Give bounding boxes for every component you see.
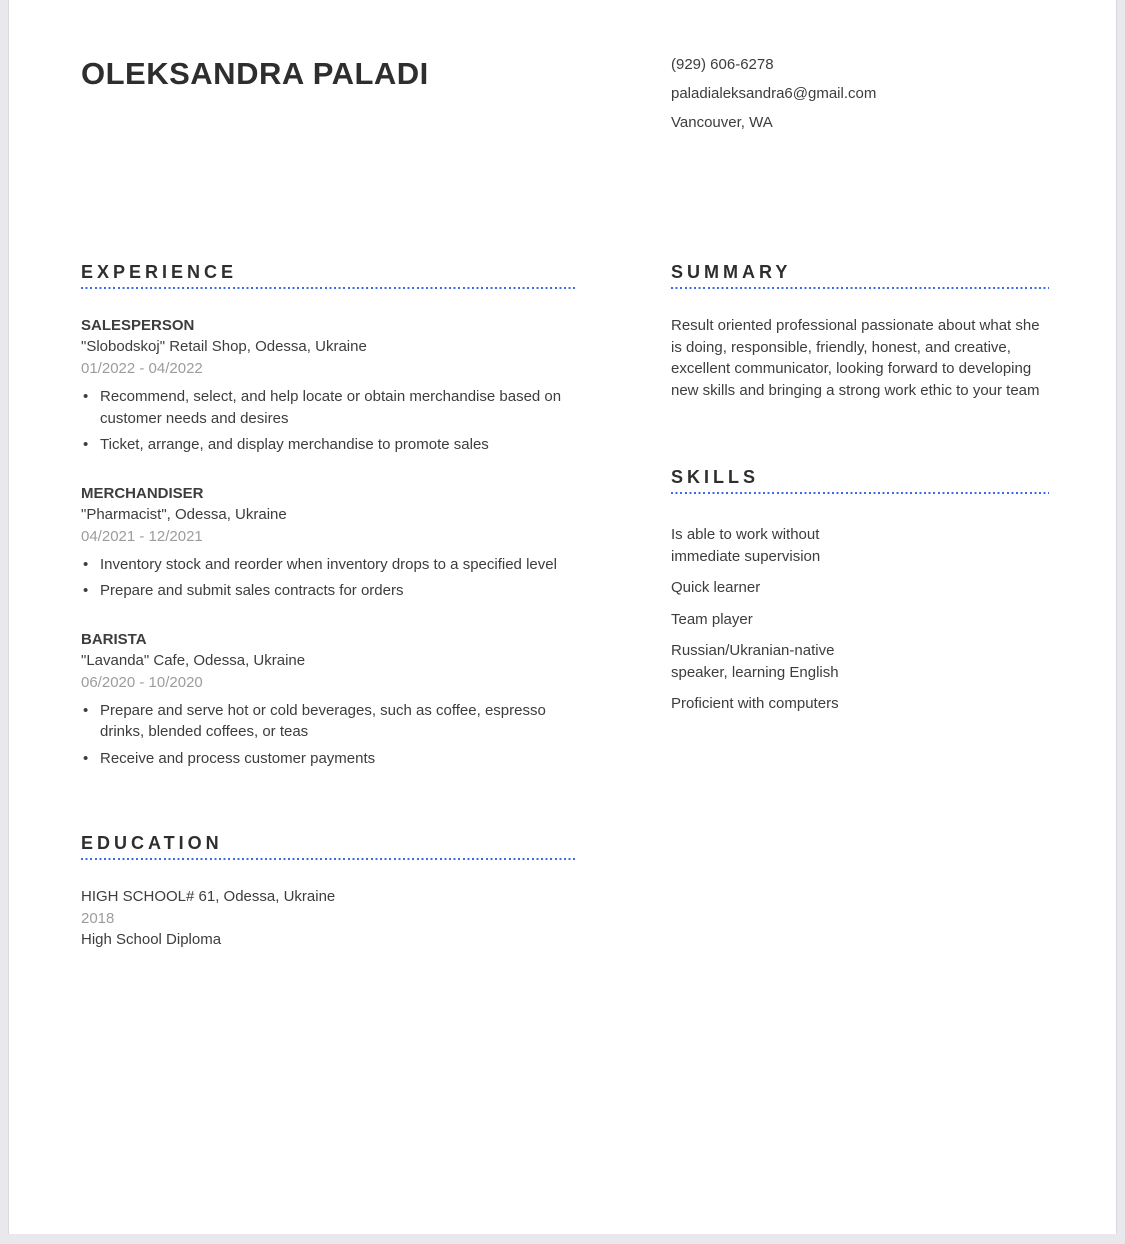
job-company: "Slobodskoj" Retail Shop, Odessa, Ukraine (81, 338, 367, 355)
experience-divider (81, 287, 578, 289)
education-school: HIGH SCHOOL# 61, Odessa, Ukraine (81, 888, 336, 905)
contact-phone: (929) 606-6278 (671, 56, 774, 73)
left-column (81, 260, 578, 951)
experience-heading: EXPERIENCE (81, 262, 238, 282)
job-entry (81, 483, 578, 602)
skill-item: Proficient with computers (671, 695, 839, 712)
education-divider (81, 858, 578, 860)
candidate-name: OLEKSANDRA PALADI (81, 56, 429, 91)
education-year: 2018 (81, 909, 115, 927)
experience-section (81, 260, 578, 769)
skill-item: Quick learner (671, 579, 761, 596)
summary-heading: SUMMARY (671, 262, 792, 282)
skills-divider (671, 492, 1049, 494)
summary-divider (671, 287, 1049, 289)
skill-item: Team player (671, 610, 753, 628)
education-degree: High School Diploma (81, 931, 222, 948)
contact-info (671, 50, 1049, 137)
job-list (81, 315, 578, 769)
job-bullet: • Recommend, select, and help locate or obtain merchandise based on customer needs and desires (81, 386, 578, 429)
summary-section (671, 260, 1049, 401)
right-column (671, 260, 1049, 951)
job-bullets (81, 700, 578, 770)
job-entry (81, 315, 578, 456)
resume-page (8, 0, 1117, 1234)
skills-list (671, 524, 1049, 715)
job-bullet: • Prepare and submit sales contracts for orders (81, 580, 578, 602)
education-entry (81, 886, 578, 951)
contact-location: Vancouver, WA (671, 114, 773, 131)
skill-item: Russian/Ukranian-native speaker, learning English (671, 642, 839, 681)
skills-section (671, 465, 1049, 715)
job-bullets (81, 386, 578, 456)
job-dates: 01/2022 - 04/2022 (81, 360, 203, 377)
skill-item: Is able to work without immediate supervision (671, 526, 821, 565)
resume-header (81, 50, 1076, 137)
resume-body (81, 260, 1076, 951)
job-bullet: • Receive and process customer payments (81, 748, 578, 770)
contact-email: paladialeksandra6@gmail.com (671, 85, 877, 102)
job-bullet: • Ticket, arrange, and display merchandise to promote sales (81, 434, 578, 456)
education-heading: EDUCATION (81, 833, 223, 853)
job-bullet: • Prepare and serve hot or cold beverages, such as coffee, espresso drinks, blended coffees, or teas (81, 700, 578, 743)
job-dates: 06/2020 - 10/2020 (81, 673, 203, 691)
job-title: SALESPERSON (81, 317, 195, 334)
summary-text: Result oriented professional passionate about what she is doing, responsible, friendly, honest, and creative, excellent communicator, looking forward to developing new skills and bringing a strong work ethic to your team (671, 317, 1040, 399)
job-dates: 04/2021 - 12/2021 (81, 527, 203, 545)
job-bullet: • Inventory stock and reorder when inventory drops to a specified level (81, 554, 578, 576)
job-bullets (81, 554, 578, 602)
education-section (81, 831, 578, 951)
job-title: MERCHANDISER (81, 484, 204, 502)
job-title: BARISTA (81, 630, 147, 648)
job-entry (81, 629, 578, 770)
job-company: "Pharmacist", Odessa, Ukraine (81, 505, 287, 523)
skills-heading: SKILLS (671, 467, 760, 487)
job-company: "Lavanda" Cafe, Odessa, Ukraine (81, 651, 306, 669)
